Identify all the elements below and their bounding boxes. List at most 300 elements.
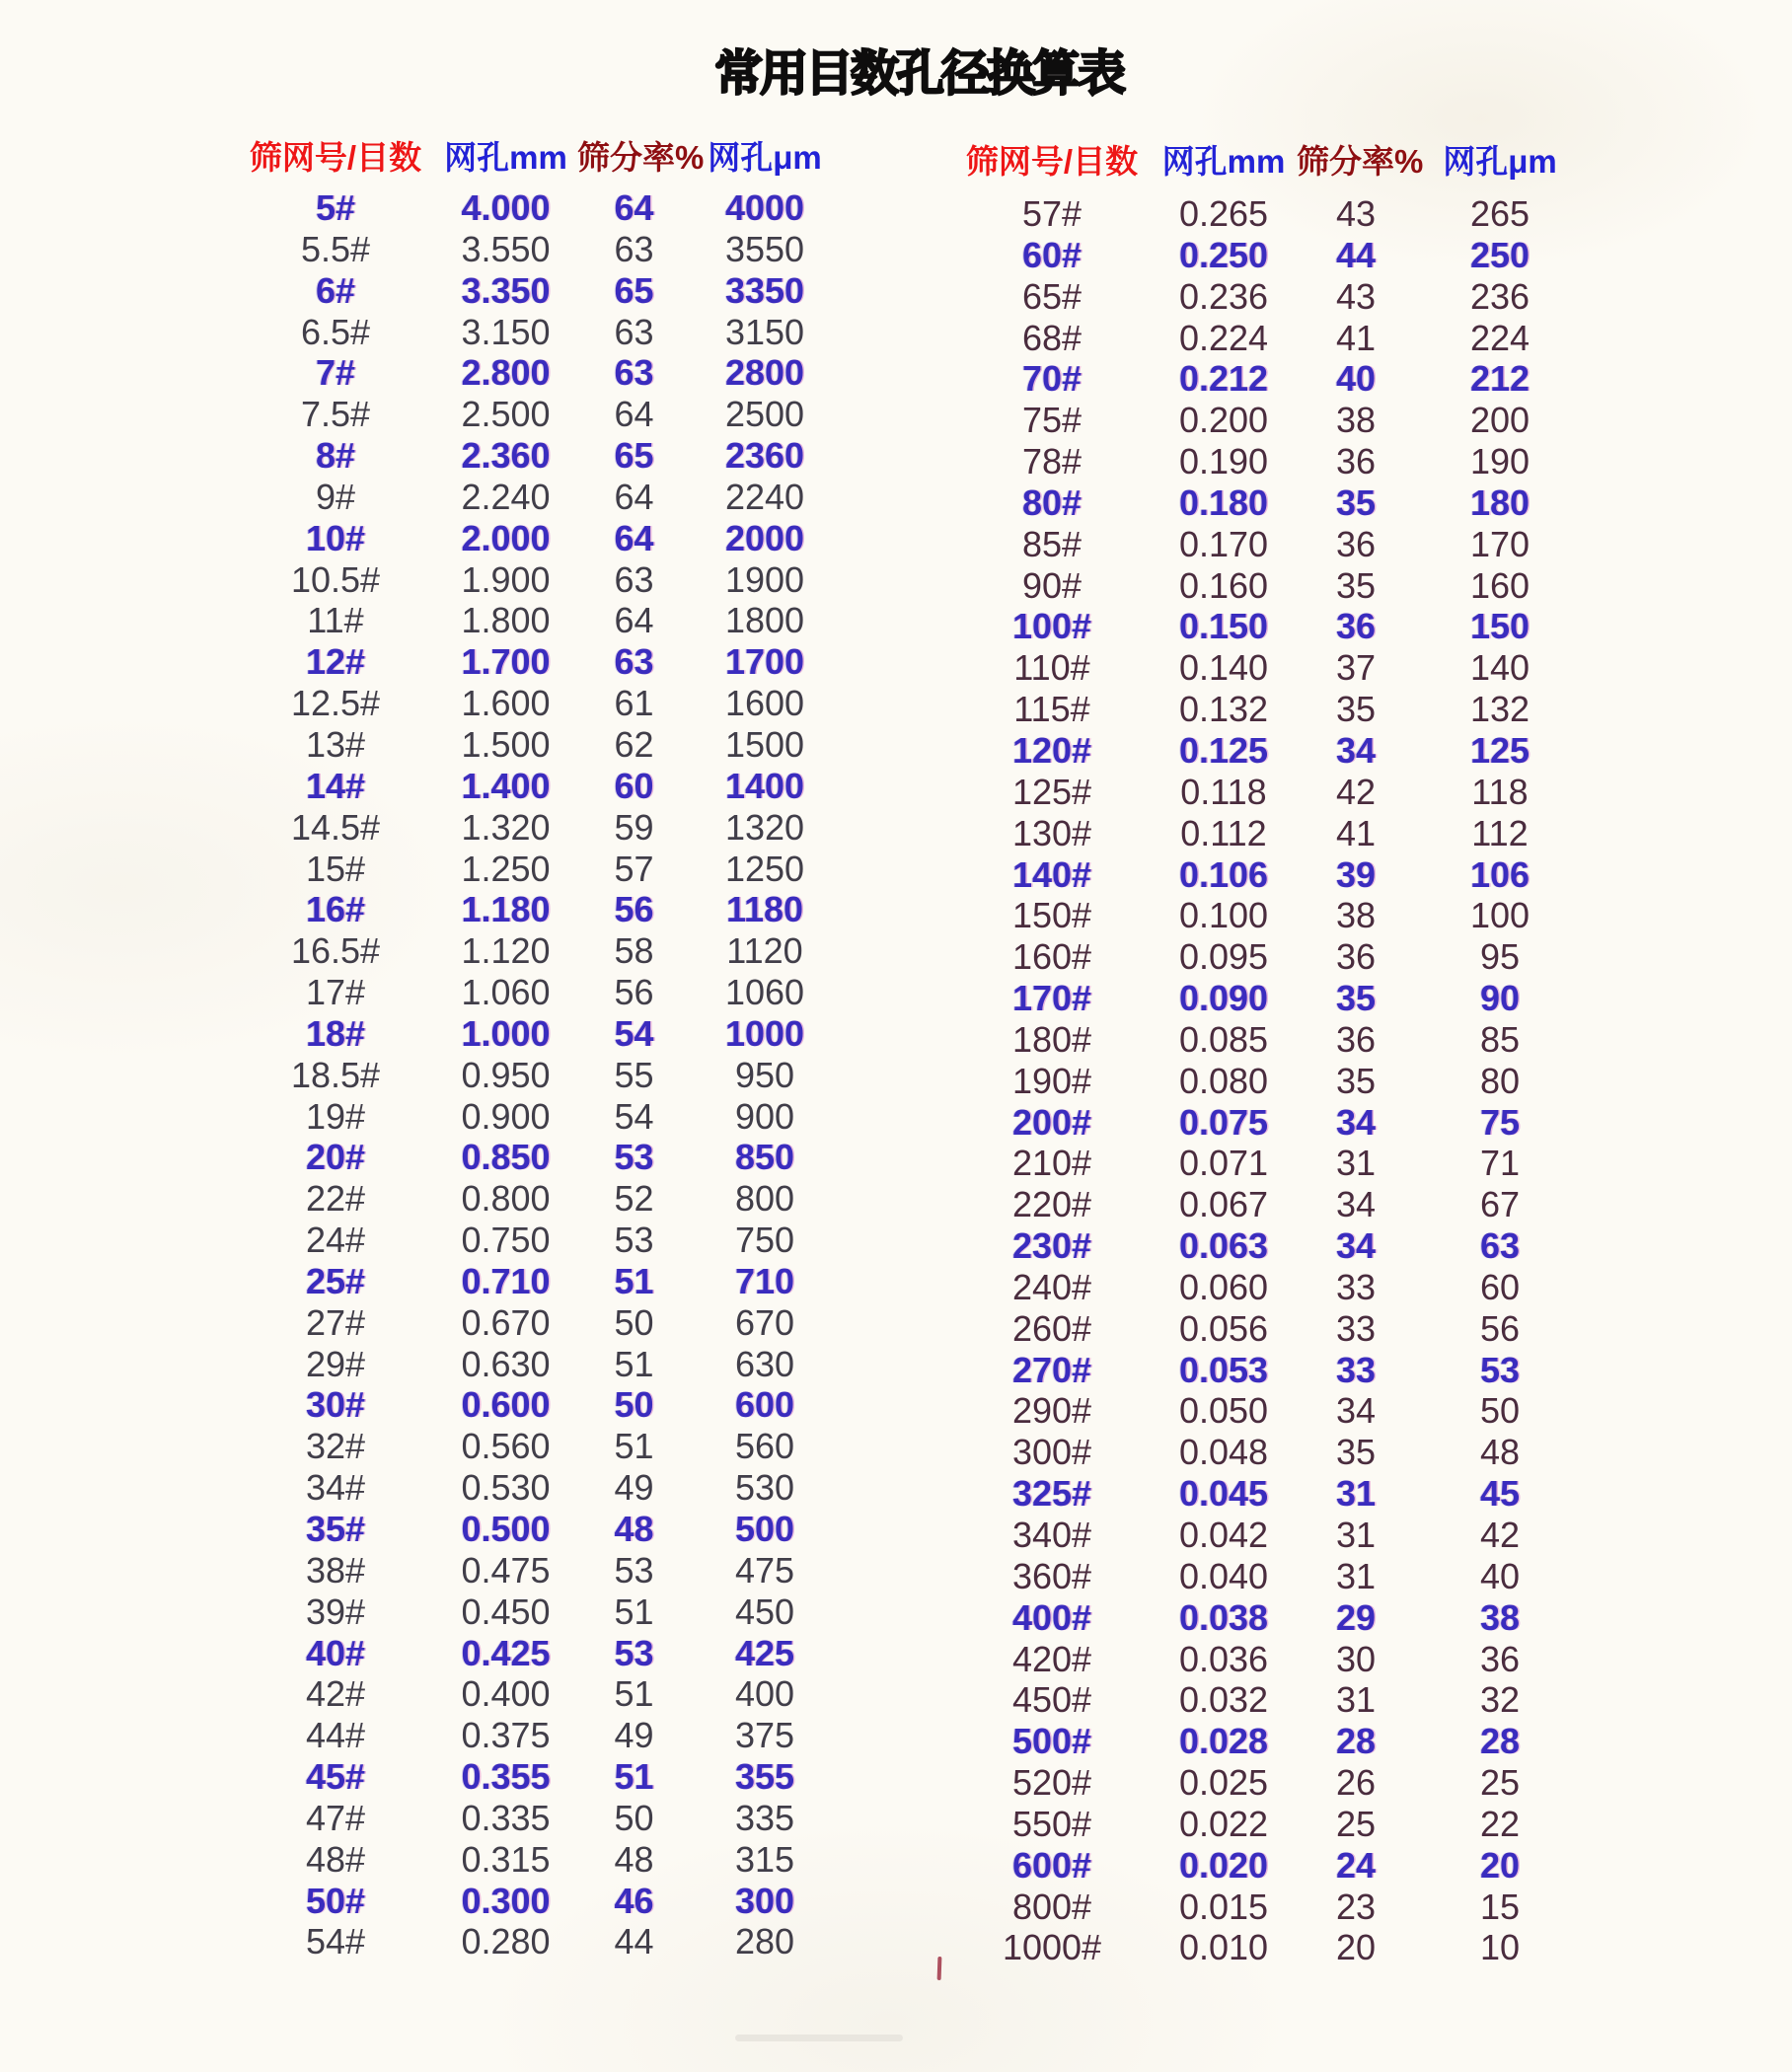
cell-aperture-um: 280 [734, 1921, 795, 1962]
cell-aperture-um: 1500 [724, 723, 805, 765]
cell-aperture-um: 236 [1469, 275, 1531, 317]
table-row [237, 724, 839, 766]
cell-aperture-um: 710 [734, 1260, 795, 1301]
cell-aperture-mm: 0.450 [461, 1591, 551, 1632]
cell-aperture-um: 22 [1479, 1803, 1521, 1844]
cell-aperture-mm: 0.042 [1178, 1515, 1269, 1555]
cell-aperture-mm: 2.000 [461, 517, 551, 558]
table-row [953, 1556, 1585, 1597]
table-row [953, 1019, 1585, 1061]
cell-screening-rate: 65 [614, 435, 654, 477]
cell-mesh-number: 140# [1011, 853, 1092, 895]
table-row [237, 683, 839, 724]
cell-aperture-um: 2500 [724, 394, 805, 435]
cell-mesh-number: 78# [1021, 441, 1083, 482]
cell-mesh-number: 47# [305, 1797, 366, 1838]
cell-aperture-mm: 0.045 [1178, 1473, 1269, 1515]
cell-mesh-number: 12.5# [290, 683, 381, 724]
table-row [237, 1673, 839, 1715]
cell-aperture-um: 500 [734, 1509, 795, 1549]
cell-screening-rate: 51 [614, 1756, 654, 1798]
table-row [953, 1473, 1585, 1515]
cell-screening-rate: 49 [614, 1467, 654, 1509]
cell-aperture-mm: 0.150 [1178, 606, 1269, 647]
cell-mesh-number: 18.5# [290, 1054, 381, 1095]
table-row [953, 1432, 1585, 1473]
cell-aperture-um: 265 [1469, 193, 1531, 234]
cell-aperture-mm: 0.335 [461, 1797, 551, 1838]
cell-aperture-mm: 0.085 [1178, 1018, 1269, 1060]
cell-screening-rate: 31 [1335, 1143, 1377, 1184]
table-row [237, 1096, 839, 1138]
cell-aperture-mm: 1.180 [461, 889, 551, 930]
table-row [953, 1845, 1585, 1887]
cell-mesh-number: 60# [1021, 234, 1083, 275]
cell-screening-rate: 58 [614, 930, 654, 972]
cell-mesh-number: 130# [1011, 812, 1092, 853]
cell-mesh-number: 290# [1011, 1390, 1092, 1432]
cell-mesh-number: 38# [305, 1549, 366, 1591]
cell-aperture-um: 132 [1469, 689, 1531, 730]
cell-screening-rate: 34 [1335, 729, 1377, 771]
cell-aperture-mm: 3.150 [461, 311, 551, 352]
cell-mesh-number: 80# [1021, 481, 1083, 523]
cell-aperture-mm: 0.067 [1178, 1184, 1269, 1225]
cell-screening-rate: 53 [614, 1137, 654, 1178]
cell-screening-rate: 25 [1335, 1803, 1377, 1844]
cell-screening-rate: 44 [1335, 234, 1377, 275]
cell-screening-rate: 63 [614, 641, 654, 683]
cell-aperture-um: 3550 [724, 228, 805, 269]
cell-aperture-mm: 0.355 [461, 1756, 551, 1798]
cell-screening-rate: 36 [1335, 1018, 1377, 1060]
cell-aperture-mm: 0.800 [461, 1178, 551, 1220]
table-row [953, 276, 1585, 318]
cell-aperture-mm: 0.132 [1178, 689, 1269, 730]
table-row [237, 1839, 839, 1881]
cell-aperture-um: 630 [734, 1343, 795, 1384]
cell-mesh-number: 40# [305, 1632, 366, 1673]
cell-aperture-mm: 0.180 [1178, 481, 1269, 523]
cell-aperture-mm: 2.360 [461, 435, 551, 477]
cell-mesh-number: 240# [1011, 1266, 1092, 1307]
cell-mesh-number: 19# [305, 1095, 366, 1137]
table-row [237, 1550, 839, 1591]
cell-aperture-mm: 1.000 [461, 1012, 551, 1054]
table-row [953, 193, 1585, 235]
cell-aperture-um: 250 [1469, 234, 1531, 275]
cell-aperture-um: 1120 [726, 930, 803, 972]
cell-aperture-mm: 0.190 [1178, 441, 1269, 482]
cell-aperture-um: 95 [1479, 936, 1521, 978]
cell-screening-rate: 54 [614, 1095, 654, 1137]
cell-aperture-um: 118 [1471, 771, 1529, 812]
cell-aperture-mm: 0.038 [1178, 1596, 1269, 1638]
column-header-mesh-number: 筛网号/目数 [249, 139, 422, 176]
cell-mesh-number: 600# [1011, 1844, 1092, 1886]
cell-screening-rate: 36 [1335, 936, 1377, 978]
cell-mesh-number: 22# [305, 1178, 366, 1220]
table-row [953, 895, 1585, 936]
cell-screening-rate: 55 [614, 1054, 654, 1095]
cell-aperture-mm: 0.028 [1178, 1721, 1269, 1762]
cell-mesh-number: 24# [305, 1220, 366, 1261]
cell-mesh-number: 8# [315, 435, 356, 477]
cell-mesh-number: 150# [1011, 895, 1092, 936]
table-row [953, 1762, 1585, 1804]
table-row [237, 270, 839, 312]
cell-mesh-number: 48# [305, 1838, 366, 1880]
cell-screening-rate: 56 [614, 889, 654, 930]
cell-aperture-mm: 0.036 [1178, 1638, 1269, 1679]
cell-screening-rate: 61 [614, 683, 654, 724]
cell-screening-rate: 51 [614, 1673, 654, 1715]
cell-screening-rate: 36 [1335, 523, 1377, 564]
cell-mesh-number: 57# [1021, 193, 1083, 234]
cell-aperture-um: 45 [1479, 1473, 1521, 1515]
cell-aperture-mm: 0.112 [1180, 812, 1267, 853]
cell-screening-rate: 23 [1335, 1886, 1377, 1927]
cell-mesh-number: 90# [1021, 564, 1083, 606]
cell-screening-rate: 33 [1335, 1349, 1377, 1390]
cell-aperture-um: 3150 [724, 311, 805, 352]
right-table-header [953, 141, 1585, 183]
cell-aperture-mm: 0.010 [1178, 1927, 1269, 1968]
cell-aperture-mm: 0.053 [1178, 1349, 1269, 1390]
cell-aperture-mm: 0.400 [461, 1673, 551, 1715]
cell-aperture-mm: 3.550 [461, 228, 551, 269]
cell-screening-rate: 44 [614, 1921, 654, 1962]
cell-screening-rate: 37 [1335, 647, 1377, 689]
table-row [953, 318, 1585, 359]
cell-aperture-mm: 0.212 [1178, 358, 1269, 400]
table-row [953, 978, 1585, 1019]
column-header-aperture-um: 网孔μm [708, 139, 822, 176]
cell-mesh-number: 20# [305, 1137, 366, 1178]
cell-aperture-um: 32 [1479, 1679, 1521, 1721]
cell-aperture-um: 1800 [724, 600, 805, 641]
scan-ink-tick-mark [937, 1957, 942, 1980]
cell-aperture-um: 20 [1479, 1844, 1521, 1886]
table-row [237, 641, 839, 683]
cell-aperture-um: 850 [734, 1137, 795, 1178]
cell-aperture-um: 3350 [724, 269, 805, 311]
cell-aperture-mm: 1.400 [461, 765, 551, 806]
column-header-aperture-mm: 网孔mm [444, 139, 567, 176]
cell-mesh-number: 220# [1011, 1184, 1092, 1225]
cell-mesh-number: 160# [1011, 936, 1092, 978]
cell-mesh-number: 10# [305, 517, 366, 558]
table-row [237, 312, 839, 353]
table-row [237, 187, 839, 229]
cell-screening-rate: 64 [614, 187, 654, 228]
cell-screening-rate: 31 [1335, 1679, 1377, 1721]
cell-aperture-mm: 0.040 [1178, 1555, 1269, 1596]
cell-aperture-mm: 2.800 [461, 352, 551, 394]
cell-aperture-mm: 1.060 [461, 972, 551, 1013]
cell-aperture-um: 475 [734, 1549, 795, 1591]
cell-screening-rate: 50 [614, 1797, 654, 1838]
cell-mesh-number: 450# [1011, 1679, 1092, 1721]
column-header-aperture-mm: 网孔mm [1161, 143, 1286, 180]
cell-mesh-number: 110# [1013, 647, 1090, 689]
cell-aperture-mm: 0.670 [461, 1301, 551, 1343]
cell-aperture-um: 1250 [724, 848, 805, 889]
cell-screening-rate: 43 [1335, 193, 1377, 234]
cell-mesh-number: 180# [1011, 1018, 1092, 1060]
cell-aperture-mm: 0.025 [1178, 1762, 1269, 1804]
cell-mesh-number: 230# [1011, 1225, 1092, 1267]
cell-aperture-mm: 4.000 [461, 187, 551, 228]
table-row [953, 1679, 1585, 1721]
cell-mesh-number: 18# [305, 1012, 366, 1054]
table-row [237, 1426, 839, 1467]
cell-screening-rate: 56 [614, 972, 654, 1013]
cell-screening-rate: 65 [614, 269, 654, 311]
cell-screening-rate: 51 [614, 1426, 654, 1467]
cell-aperture-mm: 0.630 [461, 1343, 551, 1384]
cell-aperture-um: 560 [734, 1426, 795, 1467]
table-row [953, 689, 1585, 730]
cell-mesh-number: 325# [1011, 1473, 1092, 1515]
cell-mesh-number: 170# [1011, 978, 1092, 1019]
cell-screening-rate: 35 [1335, 689, 1377, 730]
cell-mesh-number: 54# [305, 1921, 366, 1962]
cell-aperture-mm: 0.106 [1178, 853, 1269, 895]
cell-mesh-number: 100# [1011, 606, 1092, 647]
cell-aperture-mm: 0.015 [1178, 1886, 1269, 1927]
table-row [953, 565, 1585, 607]
cell-aperture-um: 190 [1469, 441, 1531, 482]
cell-aperture-mm: 0.022 [1178, 1803, 1269, 1844]
cell-mesh-number: 17# [305, 972, 366, 1013]
cell-screening-rate: 24 [1335, 1844, 1377, 1886]
table-row [237, 1467, 839, 1509]
cell-aperture-mm: 0.425 [461, 1632, 551, 1673]
cell-aperture-um: 36 [1479, 1638, 1521, 1679]
table-row [237, 435, 839, 477]
cell-screening-rate: 64 [614, 517, 654, 558]
cell-aperture-um: 48 [1479, 1432, 1521, 1473]
table-row [237, 229, 839, 270]
table-row [237, 477, 839, 518]
table-row [237, 1633, 839, 1674]
cell-aperture-um: 160 [1469, 564, 1531, 606]
cell-aperture-um: 63 [1479, 1225, 1521, 1267]
cell-aperture-um: 56 [1479, 1307, 1521, 1349]
cell-aperture-um: 28 [1479, 1721, 1521, 1762]
cell-aperture-mm: 0.300 [461, 1880, 551, 1921]
cell-aperture-mm: 0.500 [461, 1509, 551, 1549]
cell-aperture-um: 150 [1469, 606, 1531, 647]
table-row [953, 1225, 1585, 1267]
table-row [953, 1061, 1585, 1102]
cell-aperture-mm: 1.700 [461, 641, 551, 683]
table-row [237, 1220, 839, 1261]
table-row [237, 930, 839, 972]
cell-screening-rate: 43 [1335, 275, 1377, 317]
cell-screening-rate: 42 [1335, 771, 1377, 812]
cell-aperture-um: 1900 [724, 558, 805, 600]
cell-screening-rate: 64 [614, 600, 654, 641]
table-row [953, 235, 1585, 276]
cell-aperture-mm: 0.475 [461, 1549, 551, 1591]
table-row [237, 394, 839, 435]
cell-aperture-um: 100 [1469, 895, 1531, 936]
cell-mesh-number: 120# [1011, 729, 1092, 771]
table-row [953, 1308, 1585, 1350]
cell-aperture-um: 40 [1479, 1555, 1521, 1596]
cell-screening-rate: 30 [1335, 1638, 1377, 1679]
cell-aperture-mm: 0.090 [1178, 978, 1269, 1019]
cell-mesh-number: 7.5# [300, 394, 371, 435]
cell-screening-rate: 40 [1335, 358, 1377, 400]
cell-aperture-um: 4000 [724, 187, 805, 228]
scan-smudge [735, 2035, 903, 2041]
cell-screening-rate: 63 [614, 311, 654, 352]
cell-aperture-mm: 0.530 [461, 1467, 551, 1509]
cell-screening-rate: 41 [1335, 317, 1377, 358]
cell-screening-rate: 49 [614, 1715, 654, 1756]
cell-aperture-um: 1320 [724, 806, 805, 848]
cell-aperture-um: 38 [1479, 1596, 1521, 1638]
cell-aperture-mm: 0.140 [1178, 647, 1269, 689]
table-row [953, 1515, 1585, 1556]
cell-aperture-mm: 0.050 [1178, 1390, 1269, 1432]
cell-screening-rate: 51 [614, 1343, 654, 1384]
cell-mesh-number: 16.5# [290, 930, 381, 972]
cell-aperture-um: 355 [734, 1756, 795, 1798]
cell-mesh-number: 11# [307, 600, 364, 641]
cell-aperture-um: 530 [734, 1467, 795, 1509]
cell-aperture-mm: 1.800 [461, 600, 551, 641]
table-row [953, 1927, 1585, 1968]
table-row [953, 1184, 1585, 1225]
cell-mesh-number: 65# [1021, 275, 1083, 317]
cell-aperture-mm: 2.500 [461, 394, 551, 435]
cell-aperture-mm: 1.320 [461, 806, 551, 848]
cell-screening-rate: 50 [614, 1301, 654, 1343]
cell-screening-rate: 35 [1335, 1060, 1377, 1101]
table-row [953, 482, 1585, 524]
cell-screening-rate: 62 [614, 723, 654, 765]
cell-mesh-number: 420# [1011, 1638, 1092, 1679]
cell-aperture-um: 25 [1479, 1762, 1521, 1804]
table-row [237, 1509, 839, 1550]
cell-screening-rate: 63 [614, 352, 654, 394]
cell-screening-rate: 35 [1335, 564, 1377, 606]
table-row [953, 772, 1585, 813]
cell-mesh-number: 210# [1011, 1143, 1092, 1184]
cell-mesh-number: 29# [305, 1343, 366, 1384]
cell-mesh-number: 30# [305, 1384, 366, 1426]
cell-aperture-um: 140 [1469, 647, 1531, 689]
cell-mesh-number: 300# [1011, 1432, 1092, 1473]
cell-screening-rate: 50 [614, 1384, 654, 1426]
cell-screening-rate: 34 [1335, 1184, 1377, 1225]
table-row [953, 1350, 1585, 1391]
cell-screening-rate: 38 [1335, 895, 1377, 936]
cell-aperture-mm: 0.600 [461, 1384, 551, 1426]
cell-aperture-mm: 0.250 [1178, 234, 1269, 275]
table-row [953, 441, 1585, 482]
cell-aperture-um: 300 [734, 1880, 795, 1921]
cell-screening-rate: 33 [1335, 1307, 1377, 1349]
cell-mesh-number: 1000# [1002, 1927, 1102, 1968]
cell-aperture-mm: 0.063 [1178, 1225, 1269, 1267]
table-row [953, 936, 1585, 978]
table-row [237, 1055, 839, 1096]
cell-mesh-number: 200# [1011, 1101, 1092, 1143]
cell-screening-rate: 64 [614, 476, 654, 517]
cell-screening-rate: 63 [614, 228, 654, 269]
table-row [237, 559, 839, 601]
cell-screening-rate: 60 [614, 765, 654, 806]
cell-aperture-um: 950 [734, 1054, 795, 1095]
cell-mesh-number: 15# [305, 848, 366, 889]
cell-mesh-number: 190# [1011, 1060, 1092, 1101]
cell-aperture-um: 60 [1479, 1266, 1521, 1307]
cell-mesh-number: 27# [305, 1301, 366, 1343]
cell-aperture-mm: 0.950 [461, 1054, 551, 1095]
table-row [237, 1384, 839, 1426]
right-table-body [953, 193, 1585, 1968]
left-table-body [237, 187, 839, 1962]
cell-aperture-mm: 0.048 [1178, 1432, 1269, 1473]
cell-screening-rate: 31 [1335, 1555, 1377, 1596]
cell-aperture-um: 50 [1479, 1390, 1521, 1432]
cell-screening-rate: 33 [1335, 1266, 1377, 1307]
cell-mesh-number: 39# [305, 1591, 366, 1632]
cell-aperture-mm: 0.900 [461, 1095, 551, 1137]
table-row [237, 849, 839, 890]
cell-aperture-um: 2000 [724, 517, 805, 558]
cell-screening-rate: 63 [614, 558, 654, 600]
cell-screening-rate: 28 [1335, 1721, 1377, 1762]
table-row [237, 1881, 839, 1922]
table-row [953, 1597, 1585, 1639]
cell-aperture-mm: 0.560 [461, 1426, 551, 1467]
cell-aperture-um: 67 [1479, 1184, 1521, 1225]
cell-mesh-number: 9# [315, 476, 356, 517]
cell-aperture-um: 170 [1469, 523, 1531, 564]
table-row [237, 1591, 839, 1633]
cell-aperture-um: 375 [734, 1715, 795, 1756]
cell-mesh-number: 13# [305, 723, 366, 765]
column-header-aperture-um: 网孔μm [1443, 143, 1557, 180]
cell-screening-rate: 52 [614, 1178, 654, 1220]
cell-aperture-mm: 0.315 [461, 1838, 551, 1880]
cell-mesh-number: 5# [315, 187, 356, 228]
cell-aperture-mm: 0.060 [1178, 1266, 1269, 1307]
cell-mesh-number: 400# [1011, 1596, 1092, 1638]
cell-aperture-um: 400 [734, 1673, 795, 1715]
cell-aperture-um: 10 [1479, 1927, 1521, 1968]
cell-aperture-mm: 0.020 [1178, 1844, 1269, 1886]
cell-aperture-mm: 3.350 [461, 269, 551, 311]
cell-aperture-um: 600 [734, 1384, 795, 1426]
cell-mesh-number: 42# [305, 1673, 366, 1715]
cell-aperture-mm: 0.080 [1178, 1060, 1269, 1101]
cell-mesh-number: 25# [305, 1260, 366, 1301]
table-row [237, 807, 839, 849]
cell-screening-rate: 39 [1335, 853, 1377, 895]
table-row [953, 854, 1585, 896]
cell-mesh-number: 360# [1011, 1555, 1092, 1596]
page-title: 常用目数孔径换算表 [713, 47, 1123, 101]
cell-screening-rate: 64 [614, 394, 654, 435]
cell-screening-rate: 41 [1335, 812, 1377, 853]
